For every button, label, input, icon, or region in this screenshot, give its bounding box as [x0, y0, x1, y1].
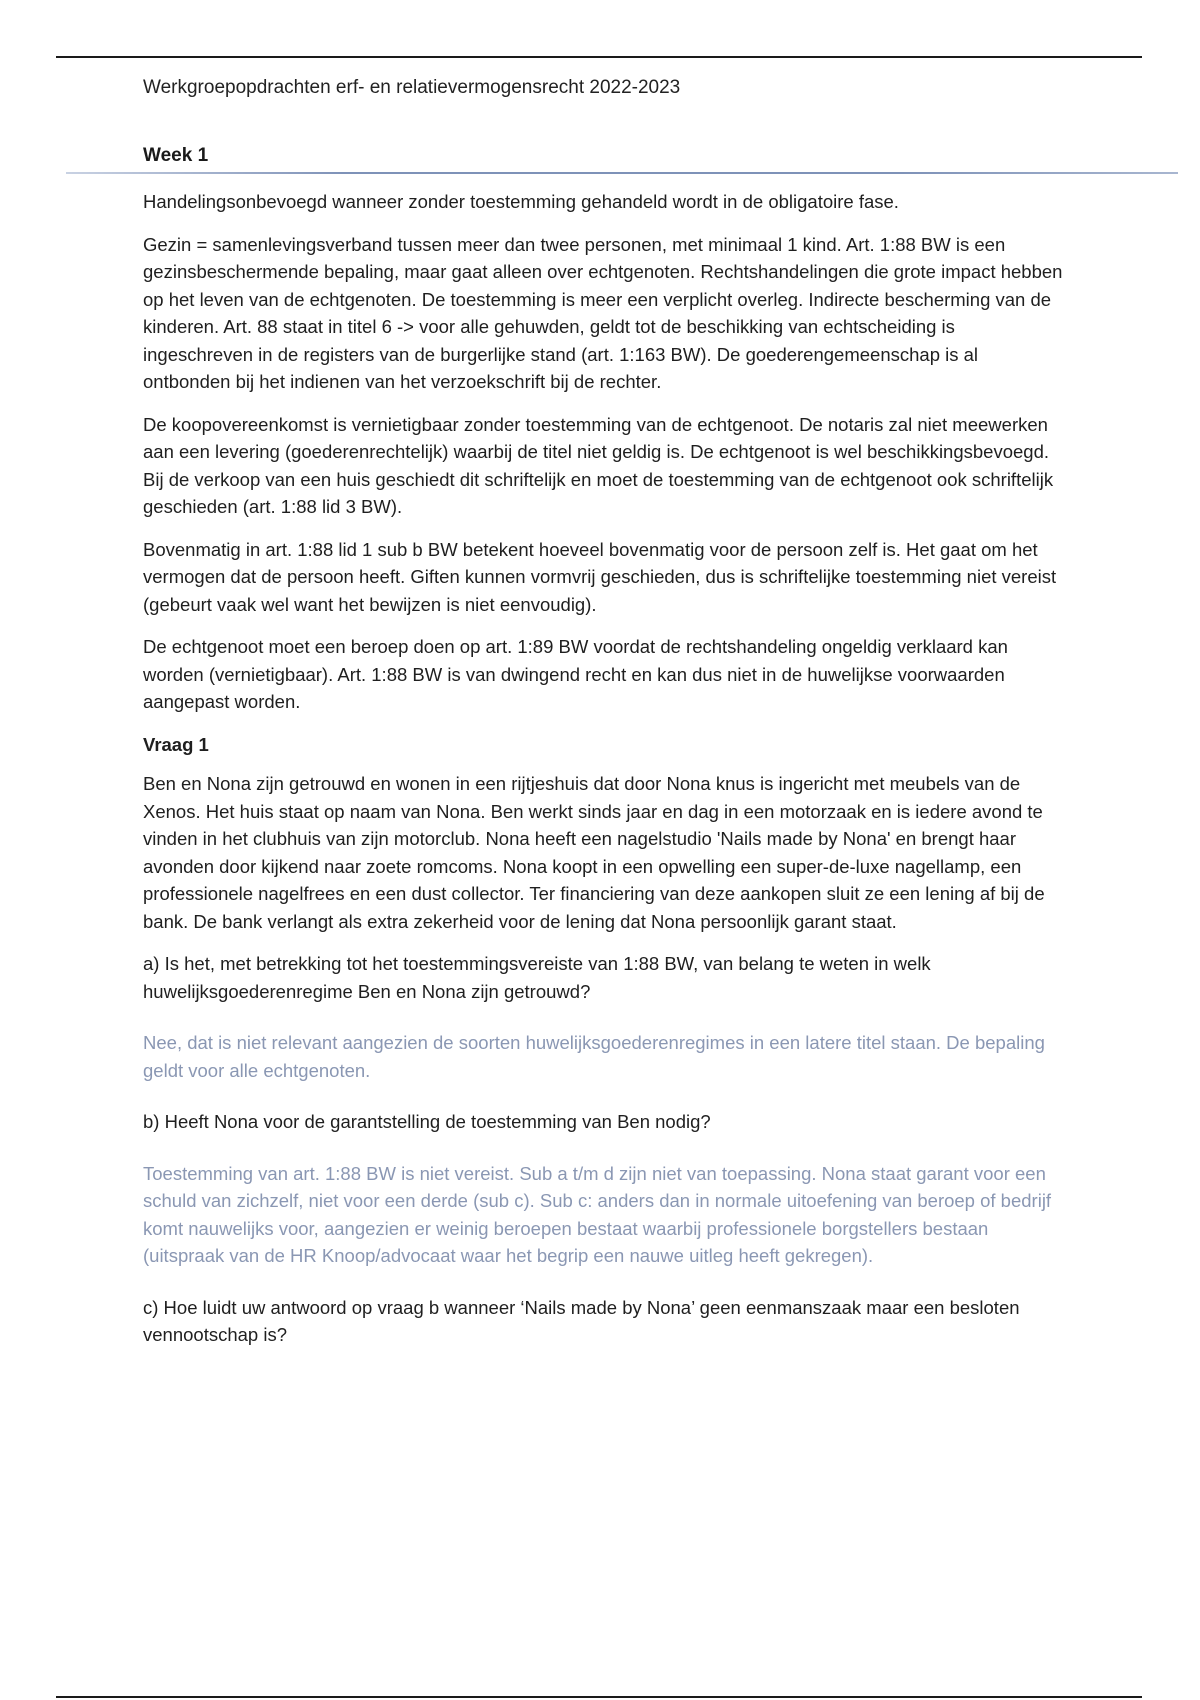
answer-b: Toestemming van art. 1:88 BW is niet vereist. Sub a t/m d zijn niet van toepassing. Nona staat garant voor een schuld van zichzelf, niet voor een derde (sub c). Sub c: anders dan in normale uitoefening van beroep of bedrijf komt nauwelijks voor, aangezien er weinig beroepen bestaat waarbij professionele borgstellers bestaan (uitspraak van de HR Knoop/advocaat waar het begrip een nauwe uitleg heeft gekregen). — [143, 1162, 1052, 1266]
note-paragraph: De koopovereenkomst is vernietigbaar zonder toestemming van de echtgenoot. De notaris zal niet meewerken aan een levering (goederenrechtelijk) waarbij de titel niet geldig is. De echtgenoot is wel beschikkingsbevoegd. Bij de verkoop van een huis geschiedt dit schriftelijk en moet de toestemming van de echtgenoot ook schriftelijk geschieden (art. 1:88 lid 3 BW). — [143, 413, 1054, 517]
answer-a: Nee, dat is niet relevant aangezien de soorten huwelijksgoederenregimes in een latere titel staan. De bepaling geldt voor alle echtgenoten. — [143, 1032, 1045, 1081]
note-paragraph: Gezin = samenlevingsverband tussen meer dan twee personen, met minimaal 1 kind. Art. 1:88 BW is een gezinsbeschermende bepaling, maar gaat alleen over echtgenoten. Rechtshandelingen die grote impact hebben op het leven van de echtgenoten. De toestemming is meer een verplicht overleg. Indirecte bescherming van de kinderen. Art. 88 staat in titel 6 -> voor alle gehuwden, geldt tot de beschikking van echtscheiding is ingeschreven in de registers van de burgerlijke stand (art. 1:163 BW). De goederengemeenschap is al ontbonden bij het indienen van het verzoekschrift bij de rechter. — [143, 233, 1063, 392]
question-c: c) Hoe luidt uw antwoord op vraag b wanneer ‘Nails made by Nona’ geen eenmanszaak maar een besloten vennootschap is? — [143, 1296, 1020, 1345]
document-body — [143, 188, 1063, 1373]
question-heading: Vraag 1 — [143, 733, 209, 755]
document-header: Werkgroepopdrachten erf- en relatievermogensrecht 2022-2023 — [143, 77, 681, 98]
question-a: a) Is het, met betrekking tot het toestemmingsvereiste van 1:88 BW, van belang te weten in welk huwelijksgoederenregime Ben en Nona zijn getrouwd? — [143, 953, 931, 1002]
case-description: Ben en Nona zijn getrouwd en wonen in een rijtjeshuis dat door Nona knus is ingericht met meubels van de Xenos. Het huis staat op naam van Nona. Ben werkt sinds jaar en dag in een motorzaak en is iedere avond te vinden in het clubhuis van zijn motorclub. Nona heeft een nagelstudio 'Nails made by Nona' en brengt haar avonden door kijkend naar zoete romcoms. Nona koopt in een opwelling een super-de-luxe nagellamp, een professionele nagelfrees en een dust collector. Ter financiering van deze aankopen sluit ze een lening af bij de bank. De bank verlangt als extra zekerheid voor de lening dat Nona persoonlijk garant staat. — [143, 773, 1045, 932]
bottom-page-rule — [56, 1696, 1142, 1698]
note-paragraph: Bovenmatig in art. 1:88 lid 1 sub b BW betekent hoeveel bovenmatig voor de persoon zelf is. Het gaat om het vermogen dat de persoon heeft. Giften kunnen vormvrij geschieden, dus is schriftelijke toestemming niet vereist (gebeurt vaak wel want het bewijzen is niet eenvoudig). — [143, 538, 1057, 615]
question-b: b) Heeft Nona voor de garantstelling de toestemming van Ben nodig? — [143, 1111, 711, 1132]
heading-underline — [66, 172, 1178, 174]
top-page-rule — [56, 56, 1142, 58]
note-paragraph: De echtgenoot moet een beroep doen op art. 1:89 BW voordat de rechtshandeling ongeldig verklaard kan worden (vernietigbaar). Art. 1:88 BW is van dwingend recht en kan dus niet in de huwelijkse voorwaarden aangepast worden. — [143, 636, 1008, 712]
week-heading: Week 1 — [143, 145, 209, 166]
note-paragraph: Handelingsonbevoegd wanneer zonder toestemming gehandeld wordt in de obligatoire fase. — [143, 191, 899, 212]
